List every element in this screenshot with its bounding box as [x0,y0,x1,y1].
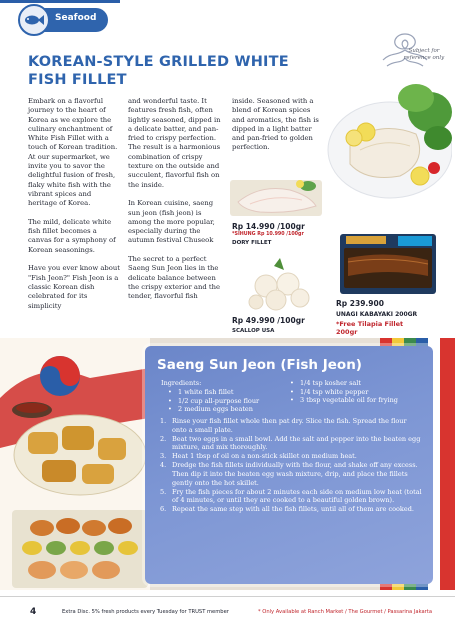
recipe-step: 6. Repeat the same step with all the fish fillets, until all of them are cooked. [160,505,414,514]
dory-fillet-name: DORY FILLET [232,240,272,246]
ingredients-list-left [168,388,259,414]
ingredient-item: • 3 tbsp vegetable oil for frying [290,396,398,405]
unagi-price: Rp 239.900 [336,299,384,308]
scallop-image [244,256,316,312]
paragraph: In Korean cuisine, saeng sun jeon (fish jeon) is among the more popular, especially during the autumn festival Chuseok [128,199,215,245]
paragraph: inside. Seasoned with a blend of Korean spices and aromatics, the fish is dipped in a light batter and pan-fried to golden perfection. [232,97,319,152]
article-column-2 [128,97,222,311]
ingredients-list-right [290,379,398,405]
top-accent-bar [0,0,120,3]
dory-fillet-alt-price: *SIHUNG Rp 10.990 /100gr [232,232,304,237]
fish-jeon-plate-image [2,360,150,590]
ingredient-item: • 1/4 tsp kosher salt [290,379,398,388]
article-column-1 [28,97,120,320]
unagi-package-image [338,232,438,296]
scallop-price: Rp 49.990 /100gr [232,316,305,325]
subject-note: Subject for reference only [403,48,445,61]
section-label: Seafood [55,13,97,23]
footer-availability: * Only Available at Ranch Market / The Gourmet / Passarina Jakarta [258,609,433,615]
recipe-step: 5. Fry the fish pieces for about 2 minutes each side on medium low heat (total of 4 minutes, or until they are cooked to a beautiful golden brown). [160,487,422,505]
ingredient-item: • 1/4 tsp white pepper [290,388,398,397]
footer-divider [0,596,455,597]
ingredients-label: Ingredients: [161,379,202,387]
paragraph: The mild, delicate white fish fillet becomes a canvas for a symphony of Korean seasonings. [28,217,116,254]
recipe-step: 3. Heat 1 tbsp of oil on a non-stick skillet on medium heat. [160,452,357,461]
footer-promo: Extra Disc. 5% fresh products every Tuesday for TRUST member [62,609,229,615]
paragraph: Have you ever know about "Fish Jeon?" Fish Jeon is a classic Korean dish celebrated for its simplicity [28,264,120,310]
dory-fillet-price: Rp 14.990 /100gr [232,222,305,231]
page-title: KOREAN-STYLE GRILLED WHITE FISH FILLET [28,54,289,88]
recipe-steps [160,417,422,515]
ingredient-item: • 2 medium eggs beaten [168,405,259,414]
paragraph: Embark on a flavorful journey to the heart of Korea as we explore the culinary enchantment of White Fish Fillet with a touch of Korean tradition. At our supermarket, we invite you to savor the delightful fusion of fresh, flaky white fish with the vibrant spices and heritage of Korea. [28,97,118,208]
fish-icon [18,4,50,36]
recipe-title: Saeng Sun Jeon (Fish Jeon) [157,357,362,373]
recipe-step: 1. Rinse your fish fillet whole then pat dry. Slice the fish. Spread the flour onto a small plate. [160,417,407,434]
unagi-free-offer: *Free Tilapia Fillet 200gr [336,320,404,336]
article-column-3 [232,97,322,162]
paragraph: and wonderful taste. It features fresh fish, often lightly seasoned, dipped in a delicate batter, and pan-fried to crispy perfection. The result is a harmonious combination of crispy texture on the outside and succulent, flavorful fish on the inside. [128,97,221,189]
page-number: 4 [30,607,37,617]
recipe-step: 4. Dredge the fish fillets individually with the flour, and shake off any excess. Then dip it into the beaten egg wash mixture, drip, and place the fillets gently onto the hot skillet. [160,461,418,487]
unagi-name: UNAGI KABAYAKI 200GR [336,311,418,318]
recipe-step: 2. Beat two eggs in a small bowl. Add the salt and pepper into the beaten egg mixture, and mix thoroughly. [160,434,421,452]
scallop-name: SCALLOP USA [232,328,275,334]
dory-fillet-image [230,176,322,220]
ingredient-item: • 1/2 cup all-purpose flour [168,397,259,406]
ingredient-item: • 1 white fish fillet [168,388,259,397]
paragraph: The secret to a perfect Saeng Sun Jeon lies in the delicate balance between the crispy exterior and the tender, flavorful fish [128,255,220,301]
grilled-fish-plate-image [320,72,452,202]
